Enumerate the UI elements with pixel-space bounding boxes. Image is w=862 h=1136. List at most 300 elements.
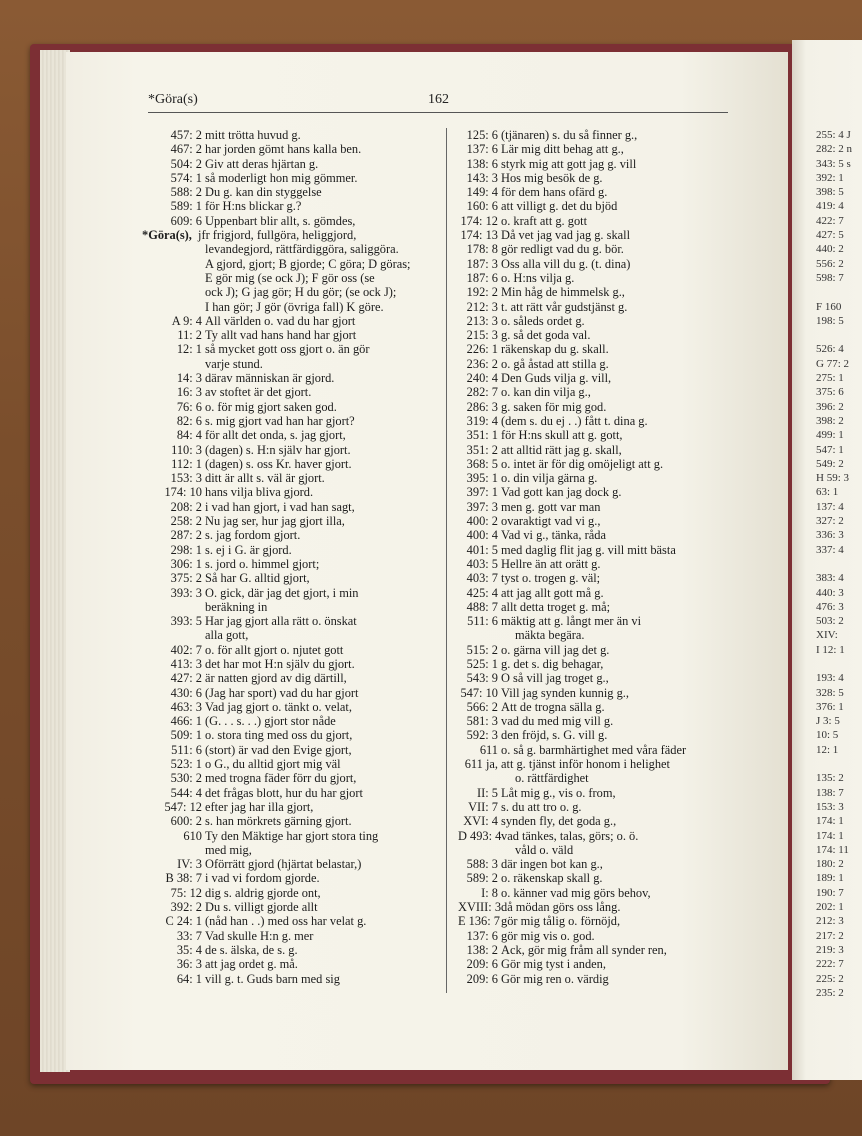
entry-reference: 397: 1 (466, 485, 498, 500)
index-entry (148, 943, 438, 957)
index-entry (458, 357, 744, 371)
index-entry (458, 643, 744, 657)
entry-reference: 209: 6 (466, 971, 498, 986)
entry-text: o. gå åstad att stilla g. (501, 356, 609, 371)
entry-reference: 143: 3 (466, 170, 498, 185)
entry-text: ditt är allt s. väl är gjort. (205, 471, 325, 486)
entry-text: Hellre än att orätt g. (501, 556, 601, 571)
entry-text: att jag allt gott må g. (501, 585, 604, 600)
index-entry (148, 285, 438, 299)
entry-reference: 240: 4 (466, 371, 498, 386)
next-page-fragment: 549: 2 (816, 457, 844, 470)
entry-reference: 530: 2 (170, 771, 202, 786)
entry-text: så moderligt hon mig gömmer. (205, 170, 358, 185)
index-entry (458, 586, 744, 600)
entry-reference: 319: 4 (466, 413, 498, 428)
index-entry (148, 972, 438, 986)
entry-reference: 504: 2 (170, 156, 202, 171)
entry-reference: 488: 7 (466, 599, 498, 614)
next-page-fragment: 337: 4 (816, 543, 844, 556)
index-entry (148, 914, 438, 928)
entry-text: Giv att deras hjärtan g. (205, 156, 319, 171)
right-column (458, 128, 744, 986)
entry-text: (tjänaren) s. du så finner g., (501, 128, 638, 142)
index-entry (148, 257, 438, 271)
index-entry (458, 314, 744, 328)
entry-text: s. mig gjort vad han har gjort? (205, 413, 355, 428)
entry-reference: 525: 1 (466, 656, 498, 671)
entry-text: allt detta troget g. må; (501, 599, 611, 614)
entry-reference: 392: 2 (170, 900, 202, 915)
index-entry (148, 786, 438, 800)
next-page-fragment: 225: 2 (816, 972, 844, 985)
entry-text: styrk mig att gott jag g. vill (501, 156, 637, 171)
next-page-fragment (792, 757, 852, 771)
index-entry (458, 528, 744, 542)
entry-reference: 208: 2 (170, 499, 202, 514)
entry-text: s. jag fordom gjort. (205, 528, 301, 543)
entry-reference: 226: 1 (466, 342, 498, 357)
entry-reference: 153: 3 (170, 471, 202, 486)
entry-text: Den Guds vilja g. vill, (501, 371, 612, 386)
index-entry (458, 500, 744, 514)
entry-text: Vill jag synden kunnig g., (501, 685, 629, 700)
next-page-fragment: 375: 6 (816, 386, 844, 399)
index-entry (458, 728, 744, 742)
next-page-fragment: 219: 3 (816, 943, 844, 956)
next-page-fragment: 174: 11 (816, 843, 849, 856)
page-header (148, 92, 728, 112)
entry-text: o. intet är för dig omöjeligt att g. (501, 456, 664, 471)
entry-reference: 287: 2 (170, 528, 202, 543)
index-entry (148, 342, 438, 356)
entry-reference: 258: 2 (170, 514, 202, 529)
next-page-text (792, 128, 852, 1000)
next-page-fragment: XIV: (816, 629, 838, 642)
index-entry (458, 342, 744, 356)
next-page-fragment: 198: 5 (816, 314, 844, 327)
next-page-fragment: H 59: 3 (816, 472, 849, 485)
entry-text: jfr frigjord, fullgöra, heliggjord, (194, 228, 357, 243)
index-entry (458, 485, 744, 499)
entry-reference: 523: 1 (170, 757, 202, 772)
next-page-fragment: 10: 5 (816, 729, 839, 742)
entry-reference: 401: 5 (466, 542, 498, 557)
entry-text: g. saken för mig god. (501, 399, 607, 414)
entry-reference: 400: 4 (466, 528, 498, 543)
next-page-fragment: I 12: 1 (816, 643, 845, 656)
entry-reference: 160: 6 (466, 199, 498, 214)
entry-text: O. gick, där jag det gjort, i min (205, 585, 359, 600)
entry-text: de s. älska, de s. g. (205, 942, 298, 957)
entry-reference: 174: 12 (460, 213, 498, 228)
entry-reference: 430: 6 (170, 685, 202, 700)
entry-reference: 589: 1 (170, 199, 202, 214)
next-page-fragment: 383: 4 (816, 572, 844, 585)
entry-text: men g. gott var man (501, 499, 601, 514)
entry-text: (stort) är vad den Evige gjort, (205, 742, 352, 757)
entry-text: ovaraktigt vad vi g., (501, 514, 601, 529)
entry-reference: 397: 3 (466, 499, 498, 514)
index-entry (458, 228, 744, 242)
entry-text: där ingen bot kan g., (501, 857, 603, 872)
index-entry (148, 485, 438, 499)
next-page-fragment: G 77: 2 (816, 357, 849, 370)
entry-text: att g. tjänst inför honom i helighet (501, 757, 670, 772)
entry-text: o. H:ns vilja g. (501, 270, 575, 285)
entry-reference: 306: 1 (170, 556, 202, 571)
entry-text: varje stund. (205, 356, 263, 371)
entry-text: o. kraft att g. gott (501, 213, 588, 228)
index-entry (458, 242, 744, 256)
entry-text: Uppenbart blir allt, s. gömdes, (205, 213, 356, 228)
next-page-fragment: 422: 7 (816, 214, 844, 227)
index-entry (458, 285, 744, 299)
index-entry (148, 314, 438, 328)
entry-reference: 592: 3 (466, 728, 498, 743)
index-entry (148, 199, 438, 213)
entry-reference: 351: 1 (466, 428, 498, 443)
index-entry (458, 857, 744, 871)
entry-text: vill g. t. Guds barn med sig (205, 971, 340, 986)
entry-text: (dagen) s. H:n själv har gjort. (205, 442, 351, 457)
next-page-fragment: 202: 1 (816, 901, 844, 914)
index-entry (458, 614, 744, 628)
entry-text: mäktig att g. långt mer än vi (501, 614, 642, 629)
next-page-fragment: 255: 4 J (816, 129, 851, 141)
entry-text: Ty den Mäktige har gjort stora ting (205, 828, 379, 843)
next-page-fragment: 327: 2 (816, 515, 844, 528)
entry-text: Vad skulle H:n g. mer (205, 928, 314, 943)
entry-text: med mig, (205, 842, 252, 857)
index-entry (458, 185, 744, 199)
next-page-fragment (792, 328, 852, 342)
entry-text: o. för mig gjort saken god. (205, 399, 337, 414)
index-entry (148, 371, 438, 385)
next-page-fragment: 180: 2 (816, 858, 844, 871)
entry-text: A gjord, gjort; B gjorde; C göra; D göras; (205, 256, 411, 271)
entry-reference: 393: 3 (170, 585, 202, 600)
entry-reference: 215: 3 (466, 328, 498, 343)
entry-text: i vad vi fordom gjorde. (205, 871, 320, 886)
index-entry (148, 843, 438, 857)
index-entry (458, 914, 744, 928)
index-entry (148, 686, 438, 700)
entry-reference: 463: 3 (170, 699, 202, 714)
entry-reference: *Göra(s), (142, 228, 192, 243)
entry-reference: 400: 2 (466, 514, 498, 529)
index-entry (148, 428, 438, 442)
entry-reference: 178: 8 (466, 242, 498, 257)
index-entry (458, 142, 744, 156)
index-entry (458, 686, 744, 700)
entry-text: Hos mig besök de g. (501, 170, 603, 185)
entry-reference: 611 (479, 742, 498, 757)
next-page-fragment: 499: 1 (816, 429, 844, 442)
entry-text: synden fly, det goda g., (501, 814, 617, 829)
entry-text: det har mot H:n själv du gjort. (205, 656, 355, 671)
entry-reference: 64: 1 (176, 971, 202, 986)
entry-reference: 174: 13 (460, 228, 498, 243)
entry-text: o. stora ting med oss du gjort, (205, 728, 353, 743)
index-entry (148, 514, 438, 528)
entry-text: Då vet jag vad jag g. skall (501, 228, 631, 243)
index-entry (148, 871, 438, 885)
entry-text: dig s. aldrig gjorde ont, (205, 885, 321, 900)
index-entry (458, 257, 744, 271)
index-entry (148, 385, 438, 399)
entry-text: att villigt g. det du bjöd (501, 199, 618, 214)
next-page-fragment: 526: 4 (816, 343, 844, 356)
entry-reference: 174: 10 (164, 485, 202, 500)
index-entry (458, 385, 744, 399)
entry-reference: 395: 1 (466, 471, 498, 486)
index-entry (458, 199, 744, 213)
entry-text: med daglig flit jag g. vill mitt bästa (501, 542, 676, 557)
entry-text: o. såleds ordet g. (501, 313, 585, 328)
index-entry (458, 671, 744, 685)
index-entry (148, 528, 438, 542)
next-page-fragment: 137: 4 (816, 500, 844, 513)
next-page-fragment: 328: 5 (816, 686, 844, 699)
entry-text: o. kan din vilja g., (501, 385, 591, 400)
next-page-fragment (792, 657, 852, 671)
index-entry (148, 357, 438, 371)
index-entry (148, 142, 438, 156)
index-entry (458, 871, 744, 885)
entry-reference: 588: 3 (466, 857, 498, 872)
entry-reference: 403: 5 (466, 556, 498, 571)
entry-text: o. din vilja gärna g. (501, 471, 598, 486)
left-column (142, 128, 438, 986)
index-entry (458, 886, 744, 900)
entry-reference: 581: 3 (466, 714, 498, 729)
next-page-fragment: 398: 5 (816, 186, 844, 199)
index-entry (148, 543, 438, 557)
index-entry (148, 857, 438, 871)
entry-text: i vad han gjort, i vad han sagt, (205, 499, 355, 514)
entry-text: Har jag gjort alla rätt o. önskat (205, 614, 357, 629)
index-entry (148, 300, 438, 314)
next-page-fragment (792, 557, 852, 571)
index-entry (458, 757, 744, 771)
index-entry (458, 628, 744, 642)
next-page-fragment: 222: 7 (816, 958, 844, 971)
entry-reference: IV: 3 (177, 857, 202, 872)
entry-text: (nåd han . .) med oss har velat g. (205, 914, 367, 929)
entry-text: att alltid rätt jag g. skall, (501, 442, 622, 457)
index-entry (148, 829, 438, 843)
next-page-fragment: J 3: 5 (816, 715, 840, 728)
next-page-fragment: 135: 2 (816, 772, 844, 785)
entry-reference: 14: 3 (176, 371, 202, 386)
entry-reference: 12: 1 (176, 342, 202, 357)
entry-reference: D 493: 4 (458, 828, 502, 843)
entry-text: mitt trötta huvud g. (205, 128, 301, 142)
index-entry (458, 700, 744, 714)
index-entry (148, 457, 438, 471)
entry-reference: C 24: 1 (165, 914, 202, 929)
index-entry (458, 414, 744, 428)
index-entry (458, 157, 744, 171)
entry-reference: 35: 4 (176, 942, 202, 957)
entry-reference: 125: 6 (466, 128, 498, 142)
entry-text: gör redligt vad du g. bör. (501, 242, 624, 257)
index-entry (148, 900, 438, 914)
index-entry (458, 957, 744, 971)
index-entry (458, 443, 744, 457)
next-page-fragment: 282: 2 n (816, 143, 853, 156)
index-entry (148, 471, 438, 485)
entry-reference: 84: 4 (176, 428, 202, 443)
entry-reference: 187: 6 (466, 270, 498, 285)
entry-text: gör mig tålig o. förnöjd, (501, 914, 621, 929)
entry-text: s. han mörkrets gärning gjort. (205, 814, 352, 829)
entry-reference: 236: 2 (466, 356, 498, 371)
next-page-fragment: 217: 2 (816, 929, 844, 942)
entry-text: (dagen) s. oss Kr. haver gjort. (205, 456, 352, 471)
index-entry (148, 128, 438, 142)
entry-reference: 76: 6 (176, 399, 202, 414)
index-entry (458, 328, 744, 342)
next-page-fragment: 392: 1 (816, 171, 844, 184)
entry-reference: 298: 1 (170, 542, 202, 557)
next-page-fragment: 336: 3 (816, 529, 844, 542)
entry-text: t. att rätt vår gudstjänst g. (501, 299, 628, 314)
entry-text: tyst o. trogen g. väl; (501, 571, 601, 586)
entry-text: våld o. väld (515, 842, 574, 857)
index-entry (148, 886, 438, 900)
entry-text: för H:ns blickar g.? (205, 199, 302, 214)
entry-reference: 609: 6 (170, 213, 202, 228)
entry-text: s. jord o. himmel gjort; (205, 556, 320, 571)
entry-text: med trogna fäder förr du gjort, (205, 771, 357, 786)
index-entry (148, 628, 438, 642)
index-entry (458, 743, 744, 757)
index-entry (148, 757, 438, 771)
next-page-fragment: F 160 (816, 300, 842, 313)
index-entry (458, 657, 744, 671)
next-page-fragment: 190: 7 (816, 886, 844, 899)
next-page-fragment: 235: 2 (816, 986, 844, 999)
entry-reference: A 9: 4 (171, 313, 202, 328)
index-entry (148, 214, 438, 228)
next-page-fragment: 396: 2 (816, 400, 844, 413)
entry-reference: 138: 6 (466, 156, 498, 171)
index-entry (458, 543, 744, 557)
entry-text: o. för allt gjort o. njutet gott (205, 642, 344, 657)
index-entry (148, 185, 438, 199)
entry-reference: 611 ja, (464, 757, 498, 772)
index-entry (148, 400, 438, 414)
index-entry (148, 271, 438, 285)
index-entry (148, 743, 438, 757)
entry-text: o. gärna vill jag det g. (501, 642, 610, 657)
entry-text: ock J); G jag gör; H du gör; (se ock J); (205, 285, 397, 300)
entry-text: Min håg de himmelsk g., (501, 285, 625, 300)
entry-text: alla gott, (205, 628, 249, 643)
entry-text: har jorden gömt hans kalla ben. (205, 142, 362, 157)
entry-reference: II: 5 (477, 785, 498, 800)
index-entry (458, 829, 744, 843)
entry-text: (dem s. du ej . .) fått t. dina g. (501, 413, 648, 428)
index-entry (458, 714, 744, 728)
entry-text: o. känner vad mig görs behov, (501, 885, 651, 900)
entry-text: o. rättfärdighet (515, 771, 589, 786)
entry-reference: E 136: 7 (458, 914, 500, 929)
next-page-fragment: 212: 3 (816, 915, 844, 928)
index-entry (458, 786, 744, 800)
index-entry (458, 929, 744, 943)
index-entry (148, 171, 438, 185)
index-entry (458, 300, 744, 314)
next-page-fragment: 376: 1 (816, 700, 844, 713)
index-entry (148, 771, 438, 785)
index-entry (458, 943, 744, 957)
index-entry (458, 800, 744, 814)
entry-reference: 110: 3 (171, 442, 202, 457)
entry-text: (Jag har sport) vad du har gjort (205, 685, 359, 700)
index-entry (148, 586, 438, 600)
entry-text: Gör mig ren o. värdig (501, 971, 609, 986)
running-head: *Göra(s) (148, 92, 198, 107)
next-page-fragment: 503: 2 (816, 615, 844, 628)
entry-reference: 610 (183, 828, 202, 843)
entry-reference: 368: 5 (466, 456, 498, 471)
index-entry (458, 557, 744, 571)
index-entry (458, 400, 744, 414)
entry-reference: 16: 3 (176, 385, 202, 400)
next-page-fragment: 153: 3 (816, 800, 844, 813)
entry-text: för dem hans ofärd g. (501, 185, 608, 200)
entry-text: gör mig vis o. god. (501, 928, 595, 943)
entry-text: att jag ordet g. må. (205, 957, 298, 972)
index-entry (148, 557, 438, 571)
entry-reference: 600: 2 (170, 814, 202, 829)
entry-reference: 574: 1 (170, 170, 202, 185)
index-entry (148, 571, 438, 585)
entry-reference: XVIII: 3 (458, 900, 502, 915)
index-entry (458, 171, 744, 185)
entry-reference: 82: 6 (176, 413, 202, 428)
entry-text: av stoftet är det gjort. (205, 385, 312, 400)
entry-reference: 588: 2 (170, 185, 202, 200)
entry-reference: 282: 7 (466, 385, 498, 400)
index-entry (148, 814, 438, 828)
next-page-fragment: 174: 1 (816, 829, 844, 842)
entry-text: Lär mig ditt behag att g., (501, 142, 624, 157)
entry-reference: I: 8 (481, 885, 498, 900)
index-entry (458, 428, 744, 442)
column-divider (446, 128, 447, 993)
next-page-fragment (792, 285, 852, 299)
entry-reference: VII: 7 (468, 799, 498, 814)
entry-reference: 543: 9 (466, 671, 498, 686)
next-page-fragment: 275: 1 (816, 372, 844, 385)
index-entry (148, 728, 438, 742)
entry-reference: 511: 6 (171, 742, 202, 757)
next-page-fragment: 547: 1 (816, 443, 844, 456)
entry-reference: 566: 2 (466, 699, 498, 714)
entry-text: Vad gott kan jag dock g. (501, 485, 622, 500)
entry-text: för H:ns skull att g. gott, (501, 428, 623, 443)
entry-reference: 75: 12 (170, 885, 202, 900)
entry-text: så mycket gott oss gjort o. än gör (205, 342, 370, 357)
entry-reference: B 38: 7 (165, 871, 202, 886)
entry-text: mäkta begära. (515, 628, 585, 643)
next-page-fragment: 193: 4 (816, 672, 844, 685)
entry-text: s. du att tro o. g. (501, 799, 582, 814)
